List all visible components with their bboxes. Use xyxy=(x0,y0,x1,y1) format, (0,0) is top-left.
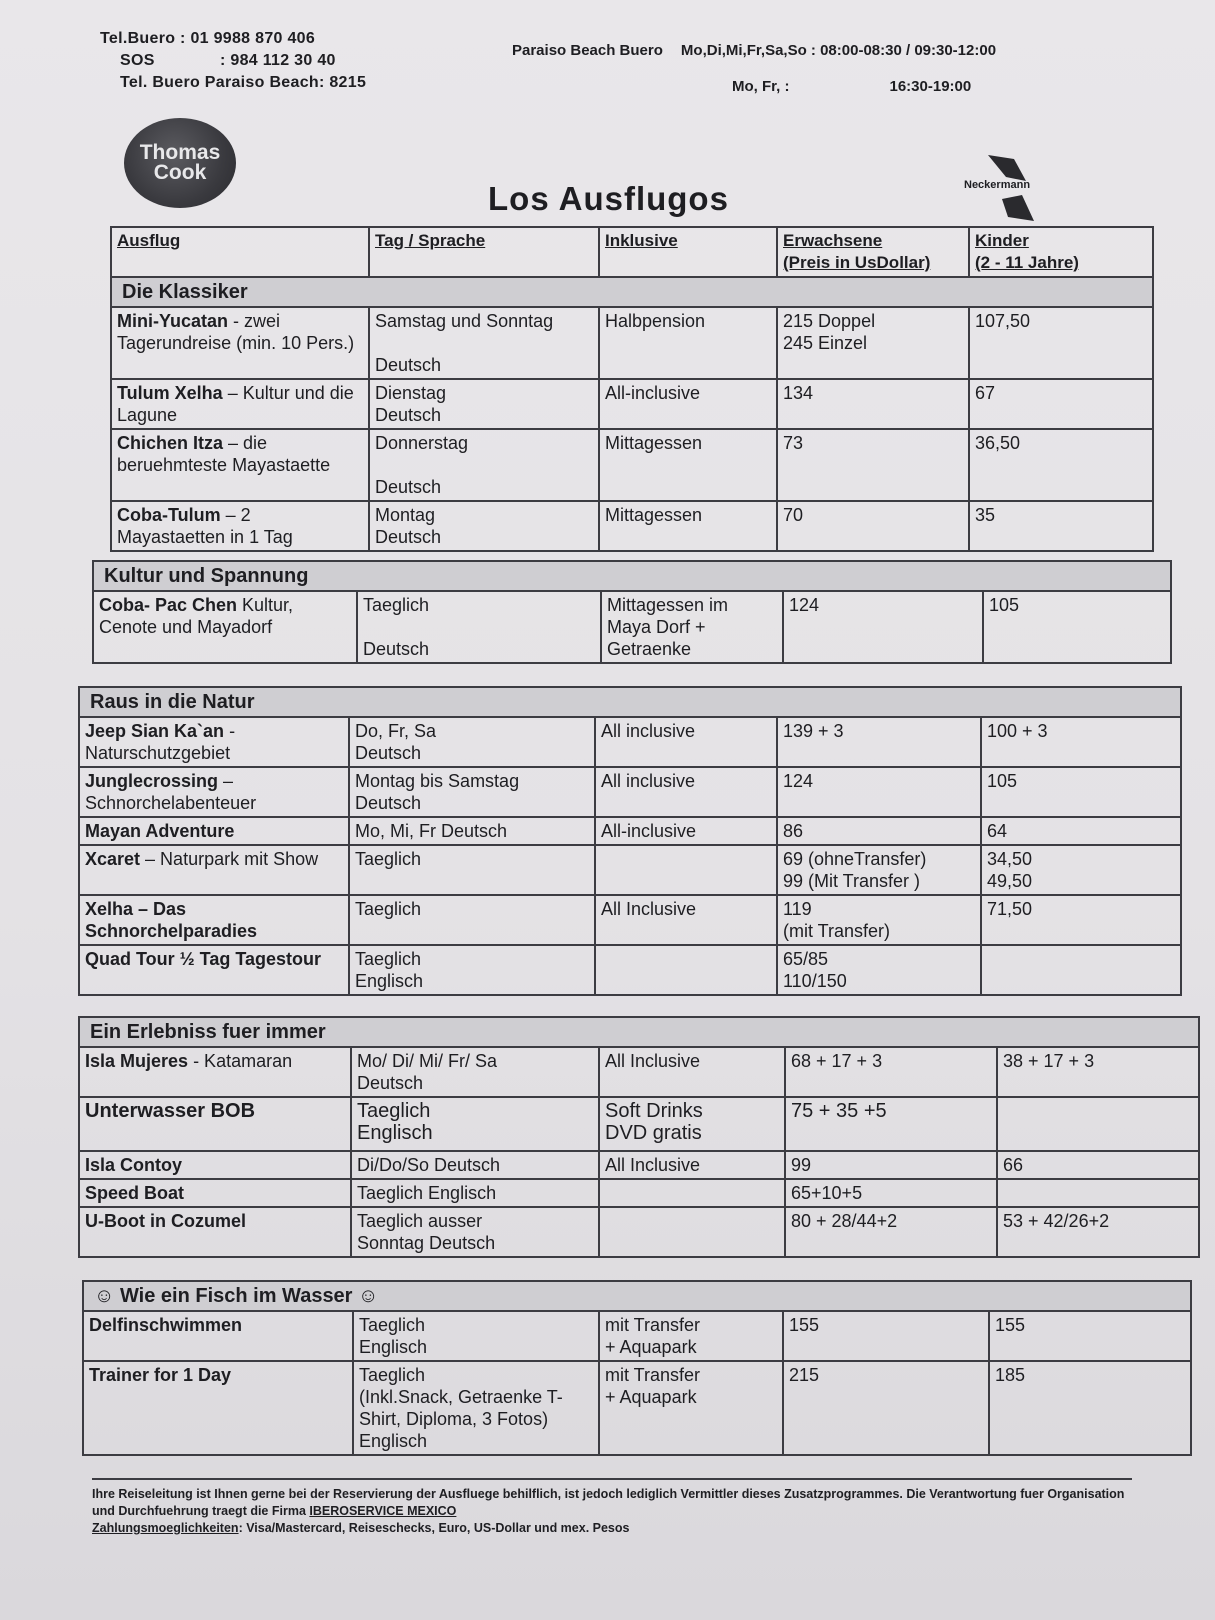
excursion-name: Junglecrossing xyxy=(85,771,219,791)
kinder-cell: 100 + 3 xyxy=(981,717,1181,767)
table-row xyxy=(79,945,1181,995)
day: Taeglich xyxy=(359,1365,426,1385)
excursion-name: Trainer for 1 Day xyxy=(89,1365,232,1385)
excursion-name: Delfinschwimmen xyxy=(89,1315,243,1335)
ausflug-cell xyxy=(79,817,349,845)
ausflug-cell xyxy=(83,1311,353,1361)
excursion-name: U-Boot in Cozumel xyxy=(85,1211,246,1231)
footer-firm: IBEROSERVICE MEXICO xyxy=(309,1504,457,1518)
kinder-cell xyxy=(997,1179,1199,1207)
language: Deutsch xyxy=(355,793,422,813)
kinder-cell: 71,50 xyxy=(981,895,1181,945)
table-row xyxy=(79,1179,1199,1207)
erwachsene-cell: 134 xyxy=(777,379,969,429)
inklusive-cell: All Inclusive xyxy=(595,895,777,945)
inklusive-cell xyxy=(599,1311,783,1361)
table-row xyxy=(79,1151,1199,1179)
inklusive-cell: All inclusive xyxy=(595,717,777,767)
inklusive-cell xyxy=(599,1207,785,1257)
language: Deutsch xyxy=(375,355,442,375)
tag-cell xyxy=(351,1207,599,1257)
language: Deutsch xyxy=(375,405,442,425)
footer-line1: Ihre Reiseleitung ist Ihnen gerne bei der Reservierung der Ausfluege behilflich, ist jedoch lediglich Vermittler dieses Zusatzprogrammes. Die Verantwortung fuer Organisation und Durchfuehrung traegt die Firma xyxy=(92,1487,1125,1518)
language: Englisch xyxy=(359,1337,428,1357)
erwachsene-cell: 155 xyxy=(783,1311,989,1361)
days-1: Mo,Di,Mi,Fr,Sa,So : xyxy=(680,42,816,59)
price-adult: 69 (ohneTransfer) xyxy=(783,849,927,869)
sos-label: SOS xyxy=(120,52,155,69)
inklusive-cell xyxy=(595,945,777,995)
inclusive-2: + Aquapark xyxy=(605,1387,697,1407)
kinder-cell: 107,50 xyxy=(969,307,1153,379)
hours-2: 16:30-19:00 xyxy=(889,78,972,95)
ausflug-cell xyxy=(79,1151,351,1179)
table-klassiker xyxy=(110,226,1154,552)
day: Taeglich ausser xyxy=(357,1211,483,1231)
language: Deutsch xyxy=(375,477,442,497)
ausflug-cell xyxy=(79,1207,351,1257)
language: Englisch xyxy=(355,971,424,991)
ausflug-cell xyxy=(79,767,349,817)
kinder-cell: 105 xyxy=(981,767,1181,817)
inclusive-1: mit Transfer xyxy=(605,1365,701,1385)
tag-cell xyxy=(351,1047,599,1097)
excursion-name: Quad Tour ½ Tag Tagestour xyxy=(85,949,322,969)
table-row xyxy=(79,767,1181,817)
excursion-name: Coba- Pac Chen xyxy=(99,595,238,615)
kinder-cell xyxy=(981,945,1181,995)
language: Deutsch xyxy=(357,1073,424,1093)
ausflug-cell xyxy=(83,1361,353,1455)
price-adult: 65/85 xyxy=(783,949,829,969)
column-header-row xyxy=(111,227,1153,277)
inklusive-cell: Mittagessen xyxy=(599,429,777,501)
day: Taeglich xyxy=(363,595,430,615)
kinder-cell: 36,50 xyxy=(969,429,1153,501)
price-adult-2: 245 Einzel xyxy=(783,333,868,353)
table-row xyxy=(83,1361,1191,1455)
excursion-name: Isla Contoy xyxy=(85,1155,183,1175)
table-row xyxy=(79,1097,1199,1151)
thomas-cook-logo-line1: Thomas xyxy=(139,141,221,164)
excursion-desc: – 2 Mayastaetten in 1 Tag xyxy=(117,505,293,547)
col-kinder xyxy=(969,227,1153,277)
tag-cell xyxy=(349,945,595,995)
table-row xyxy=(93,591,1171,663)
thomas-cook-logo-line2: Cook xyxy=(153,161,207,184)
day: Mo/ Di/ Mi/ Fr/ Sa xyxy=(357,1051,498,1071)
tag-cell: Di/Do/So Deutsch xyxy=(351,1151,599,1179)
tel-buero-label: Tel.Buero : xyxy=(100,30,186,47)
erwachsene-cell: 124 xyxy=(777,767,981,817)
tag-cell xyxy=(353,1311,599,1361)
excursion-desc: - zwei Tagerundreise (min. 10 Pers.) xyxy=(117,311,355,353)
day: Dienstag xyxy=(375,383,447,403)
contact-block xyxy=(100,28,366,94)
table-row xyxy=(111,379,1153,429)
erwachsene-cell xyxy=(777,945,981,995)
tag-cell: Taeglich xyxy=(349,895,595,945)
table-row xyxy=(111,429,1153,501)
excursion-desc: – die beruehmteste Mayastaette xyxy=(117,433,331,475)
ausflug-cell xyxy=(79,895,349,945)
language: Sonntag Deutsch xyxy=(357,1233,496,1253)
excursion-desc: - Katamaran xyxy=(188,1051,293,1071)
tag-cell xyxy=(349,717,595,767)
excursion-name: Tulum Xelha xyxy=(117,383,223,403)
kinder-cell: 185 xyxy=(989,1361,1191,1455)
ausflug-cell xyxy=(79,1047,351,1097)
excursion-desc: – Kultur und die Lagune xyxy=(117,383,354,425)
tag-cell: Mo, Mi, Fr Deutsch xyxy=(349,817,595,845)
table-row xyxy=(79,895,1181,945)
table-kultur xyxy=(92,560,1172,664)
tel-paraiso: Tel. Buero Paraiso Beach: 8215 xyxy=(120,74,367,91)
col-ausflug: Ausflug xyxy=(111,227,369,277)
erwachsene-cell: 215 xyxy=(783,1361,989,1455)
erwachsene-cell: 70 xyxy=(777,501,969,551)
ausflug-cell xyxy=(111,307,369,379)
excursion-desc: – Schnorchelabenteuer xyxy=(85,771,257,813)
day: Samstag und Sonntag xyxy=(375,311,554,331)
sos-number: : 984 112 30 40 xyxy=(220,52,336,69)
tag-cell xyxy=(353,1361,599,1455)
inklusive-cell: All-inclusive xyxy=(599,379,777,429)
price-adult-2: 110/150 xyxy=(783,971,847,991)
ausflug-cell xyxy=(79,1097,351,1151)
col-inklusive: Inklusive xyxy=(599,227,777,277)
footer-payment: : Visa/Mastercard, Reiseschecks, Euro, US-Dollar und mex. Pesos xyxy=(238,1521,630,1535)
erwachsene-cell xyxy=(777,845,981,895)
language: (Inkl.Snack, Getraenke T-Shirt, Diploma, 3 Fotos) Englisch xyxy=(359,1387,563,1451)
footer-payment-label: Zahlungsmoeglichkeiten xyxy=(92,1521,239,1535)
erwachsene-cell: 68 + 17 + 3 xyxy=(785,1047,997,1097)
ausflug-cell xyxy=(79,717,349,767)
days-2: Mo, Fr, : xyxy=(732,78,790,95)
tag-cell: Taeglich Englisch xyxy=(351,1179,599,1207)
table-row xyxy=(111,501,1153,551)
excursion-name: Speed Boat xyxy=(85,1183,185,1203)
erwachsene-cell: 86 xyxy=(777,817,981,845)
language: Deutsch xyxy=(363,639,430,659)
neckermann-text: Neckermann xyxy=(964,179,1031,191)
neckermann-logo xyxy=(960,155,1070,225)
day: Taeglich xyxy=(359,1315,426,1335)
excursion-name: Coba-Tulum xyxy=(117,505,221,525)
tag-cell xyxy=(349,767,595,817)
language: Englisch xyxy=(357,1122,433,1144)
ausflug-cell xyxy=(79,945,349,995)
price-adult-2: (mit Transfer) xyxy=(783,921,891,941)
erwachsene-cell xyxy=(777,895,981,945)
table-row xyxy=(111,307,1153,379)
day: Taeglich xyxy=(357,1100,431,1122)
erwachsene-cell xyxy=(777,307,969,379)
ausflug-cell xyxy=(79,845,349,895)
inklusive-cell: Mittagessen im Maya Dorf + Getraenke xyxy=(601,591,783,663)
excursion-name: Mini-Yucatan xyxy=(117,311,229,331)
inclusive-2: DVD gratis xyxy=(605,1122,702,1144)
paraiso-label: Paraiso Beach Buero xyxy=(512,42,663,59)
price-child: 34,50 xyxy=(987,849,1033,869)
inklusive-cell: All inclusive xyxy=(595,767,777,817)
section-title-klassiker: Die Klassiker xyxy=(111,277,1153,307)
inklusive-cell xyxy=(599,1361,783,1455)
kinder-cell: 53 + 42/26+2 xyxy=(997,1207,1199,1257)
language: Deutsch xyxy=(375,527,442,547)
inklusive-cell: Halbpension xyxy=(599,307,777,379)
ausflug-cell xyxy=(79,1179,351,1207)
excursion-name: Unterwasser BOB xyxy=(85,1100,256,1122)
excursion-name: Xelha – Das Schnorchelparadies xyxy=(85,899,258,941)
day: Taeglich xyxy=(355,949,422,969)
inklusive-cell xyxy=(595,845,777,895)
table-row xyxy=(79,1047,1199,1097)
erwachsene-cell: 99 xyxy=(785,1151,997,1179)
tag-cell xyxy=(369,379,599,429)
tag-cell xyxy=(369,307,599,379)
excursion-desc: Kultur, Cenote und Mayadorf xyxy=(99,595,294,637)
table-row xyxy=(79,817,1181,845)
col-erwachsene-sub: (Preis in UsDollar) xyxy=(783,253,931,272)
inklusive-cell: Mittagessen xyxy=(599,501,777,551)
excursion-name: Xcaret xyxy=(85,849,141,869)
col-tag-sprache: Tag / Sprache xyxy=(369,227,599,277)
day: Montag bis Samstag xyxy=(355,771,520,791)
inclusive-2: + Aquapark xyxy=(605,1337,697,1357)
excursion-desc: - Naturschutzgebiet xyxy=(85,721,236,763)
erwachsene-cell: 139 + 3 xyxy=(777,717,981,767)
section-title-fisch: ☺ Wie ein Fisch im Wasser ☺ xyxy=(83,1281,1191,1311)
inklusive-cell: All-inclusive xyxy=(595,817,777,845)
kinder-cell: 64 xyxy=(981,817,1181,845)
kinder-cell: 66 xyxy=(997,1151,1199,1179)
footer-note xyxy=(92,1478,1132,1537)
tag-cell: Taeglich xyxy=(349,845,595,895)
day: Do, Fr, Sa xyxy=(355,721,437,741)
excursion-desc: – Naturpark mit Show xyxy=(140,849,319,869)
kinder-cell xyxy=(981,845,1181,895)
kinder-cell: 35 xyxy=(969,501,1153,551)
table-natur xyxy=(78,686,1182,996)
section-title-kultur: Kultur und Spannung xyxy=(93,561,1171,591)
col-kinder-label: Kinder xyxy=(975,231,1029,250)
tag-cell xyxy=(369,429,599,501)
excursion-name: Isla Mujeres xyxy=(85,1051,189,1071)
kinder-cell: 67 xyxy=(969,379,1153,429)
inclusive-1: Soft Drinks xyxy=(605,1100,703,1122)
price-child-2: 49,50 xyxy=(987,871,1033,891)
ausflug-cell xyxy=(111,379,369,429)
table-row xyxy=(79,845,1181,895)
day: Montag xyxy=(375,505,436,525)
price-adult: 215 Doppel xyxy=(783,311,876,331)
price-adult-2: 99 (Mit Transfer ) xyxy=(783,871,921,891)
tag-cell xyxy=(351,1097,599,1151)
tel-buero-number: 01 9988 870 406 xyxy=(190,30,316,47)
col-erwachsene xyxy=(777,227,969,277)
hours-1: 08:00-08:30 / 09:30-12:00 xyxy=(820,42,997,59)
page-title: Los Ausflugos xyxy=(488,180,729,217)
section-title-erlebnis: Ein Erlebniss fuer immer xyxy=(79,1017,1199,1047)
table-fisch xyxy=(82,1280,1192,1456)
office-hours xyxy=(512,40,996,98)
kinder-cell: 38 + 17 + 3 xyxy=(997,1047,1199,1097)
col-kinder-sub: (2 - 11 Jahre) xyxy=(975,253,1079,272)
table-row xyxy=(83,1311,1191,1361)
erwachsene-cell: 65+10+5 xyxy=(785,1179,997,1207)
excursion-name: Jeep Sian Ka`an xyxy=(85,721,225,741)
erwachsene-cell: 124 xyxy=(783,591,983,663)
ausflug-cell xyxy=(93,591,357,663)
tag-cell xyxy=(369,501,599,551)
table-row xyxy=(79,1207,1199,1257)
inklusive-cell xyxy=(599,1179,785,1207)
table-row xyxy=(79,717,1181,767)
erwachsene-cell: 80 + 28/44+2 xyxy=(785,1207,997,1257)
excursion-name: Mayan Adventure xyxy=(85,821,235,841)
language: Deutsch xyxy=(355,743,422,763)
ausflug-cell xyxy=(111,501,369,551)
erwachsene-cell: 73 xyxy=(777,429,969,501)
excursion-name: Chichen Itza xyxy=(117,433,224,453)
kinder-cell xyxy=(997,1097,1199,1151)
kinder-cell: 155 xyxy=(989,1311,1191,1361)
inklusive-cell xyxy=(599,1097,785,1151)
col-erwachsene-label: Erwachsene xyxy=(783,231,883,250)
day: Donnerstag xyxy=(375,433,469,453)
price-adult: 119 xyxy=(783,899,812,919)
kinder-cell: 105 xyxy=(983,591,1171,663)
table-erlebnis xyxy=(78,1016,1200,1258)
inklusive-cell: All Inclusive xyxy=(599,1047,785,1097)
thomas-cook-logo xyxy=(124,118,236,208)
tag-cell xyxy=(357,591,601,663)
section-title-natur: Raus in die Natur xyxy=(79,687,1181,717)
erwachsene-cell: 75 + 35 +5 xyxy=(785,1097,997,1151)
inklusive-cell: All Inclusive xyxy=(599,1151,785,1179)
inclusive-1: mit Transfer xyxy=(605,1315,701,1335)
ausflug-cell xyxy=(111,429,369,501)
